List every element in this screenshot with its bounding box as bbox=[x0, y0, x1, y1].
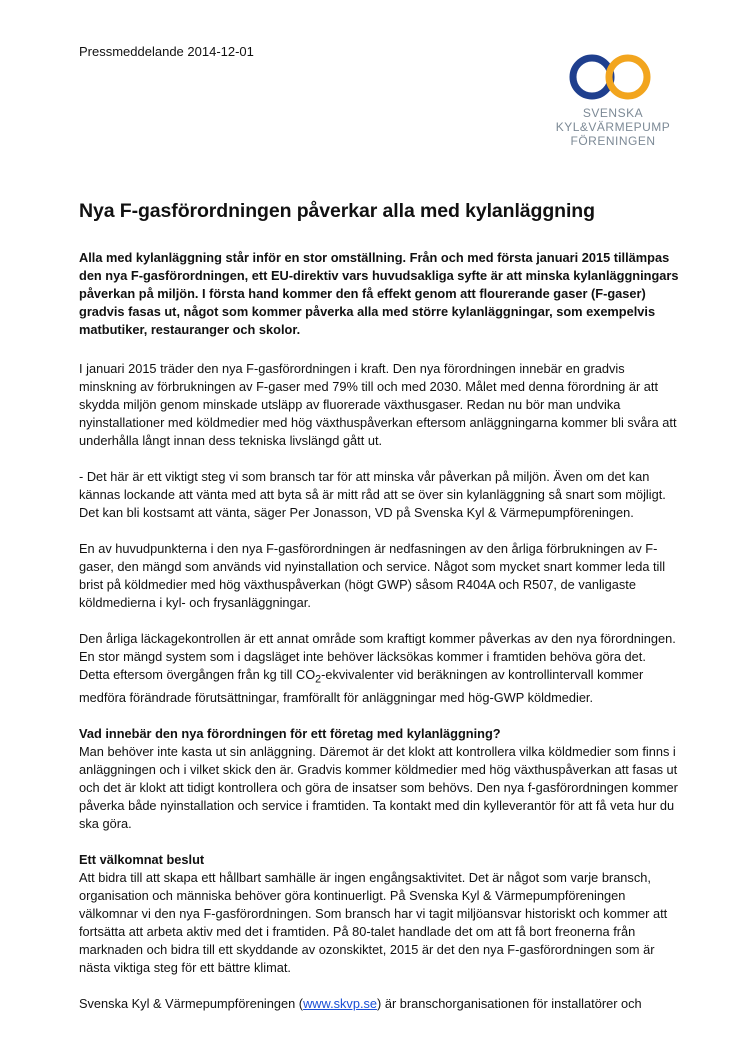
paragraph-2: - Det här är ett viktigt steg vi som bransch tar för att minska vår påverkan på miljön. Även om det kan kännas lockande att vänta med att byta så är mitt råd att se över sin kylanläggning så snart som möjligt. Det kan bli kostsamt att vänta, säger Per Jonasson, VD på Svenska Kyl & Värmepumpföreningen. bbox=[79, 469, 666, 520]
paragraph-7-text-a: Svenska Kyl & Värmepumpföreningen ( bbox=[79, 995, 304, 1011]
logo bbox=[548, 52, 678, 148]
paragraph-7-text-b: ) är branschorganisationen för installatörer och bbox=[377, 995, 642, 1011]
co2-subscript: 2 bbox=[315, 673, 322, 686]
section-heading-2: Ett välkomnat beslut bbox=[79, 851, 205, 867]
two-rings-logo-icon bbox=[557, 52, 669, 102]
press-date: Pressmeddelande 2014-12-01 bbox=[79, 44, 254, 59]
paragraph-4-text-a: Den årliga läckagekontrollen är ett annat område som kraftigt kommer påverkas av den nya förordningen. En stor mängd system som i dagsläget inte behöver läcksökas kommer i framtiden behöva göra det. Detta eftersom övergången från kg till CO bbox=[79, 631, 676, 682]
paragraph-5: Man behöver inte kasta ut sin anläggning. Däremot är det klokt att kontrollera vilka köldmedier som finns i anläggningen och i vilket skick den är. Gradvis kommer köldmedier med hög växthuspåverkan att fasas ut och det är klokt att tidigt kontrollera och göra de insatser som behövs. Den nya f-gasförordningen kommer påverka både nyinstallation och service i framtiden. Ta kontakt med din kylleverantör för att få veta hur du ska göra. bbox=[79, 743, 678, 831]
paragraph-1: I januari 2015 träder den nya F-gasförordningen i kraft. Den nya förordningen innebär en gradvis minskning av förbrukningen av F-gaser med 79% till och med 2030. Målet med denna förordning är att skydda miljön genom minskade utsläpp av fluorerade växthusgaser. Redan nu bör man undvika nyinstallationer med köldmedier med hög växthuspåverkan eftersom anläggningarna kommer bli svåra att underhålla långt innan dess tekniska livslängd gått ut. bbox=[79, 361, 677, 448]
paragraph-4-text-b: -ekvivalenter vid beräkningen av kontrollintervall kommer medföra förändrade förutsättningar, framförallt för anläggningar med hög-GWP köldmedier. bbox=[79, 667, 644, 705]
paragraph-4 bbox=[79, 630, 679, 707]
logo-line-3: FÖRENINGEN bbox=[570, 134, 656, 148]
article-title: Nya F-gasförordningen påverkar alla med kylanläggning bbox=[79, 200, 595, 222]
logo-line-1: SVENSKA bbox=[582, 106, 644, 120]
paragraph-6: Att bidra till att skapa ett hållbart samhälle är ingen engångsaktivitet. Det är något som varje bransch, organisation och människa behöver göra kontinuerligt. På Svenska Kyl & Värmepumpföreningen välkomnar vi den nya F-gasförordningen. Som bransch har vi tagit miljöansvar historiskt och kommer att fortsätta att arbeta aktiv med det i framtiden. På 80-talet handlade det om att få bort freonerna från marknaden och bidra till ett skyddande av ozonskiktet, 2015 är det den nya F-gasförordningen som är nästa viktiga steg för ett bättre klimat. bbox=[79, 869, 668, 975]
logo-line-2: KYL&VÄRMEPUMP bbox=[555, 120, 671, 134]
article-lead: Alla med kylanläggning står inför en stor omställning. Från och med första januari 2015 tillämpas den nya F-gasförordningen, ett EU-direktiv vars huvudsakliga syfte är att minska kylanläggningars påverkan på miljön. I första hand kommer den få effekt genom att flourerande gaser (F-gaser) gradvis fasas ut, något som kommer påverka alla med större kylanläggningar, som exempelvis matbutiker, restauranger och skolor. bbox=[79, 250, 679, 337]
paragraph-3: En av huvudpunkterna i den nya F-gasförordningen är nedfasningen av den årliga förbrukningen av F-gaser, den mängd som används vid nyinstallation och service. Något som mycket snart kommer leda till brist på köldmedier med hög växthuspåverkan (högt GWP) såsom R404A och R507, de vanligaste köldmedierna i kyl- och frysanläggningar. bbox=[79, 541, 666, 610]
article-body bbox=[79, 200, 679, 1031]
section-heading-1: Vad innebär den nya förordningen för ett företag med kylanläggning? bbox=[79, 725, 501, 741]
skvp-website-link[interactable]: www.skvp.se bbox=[303, 995, 378, 1011]
logo-text bbox=[548, 106, 678, 148]
paragraph-7 bbox=[79, 995, 679, 1013]
